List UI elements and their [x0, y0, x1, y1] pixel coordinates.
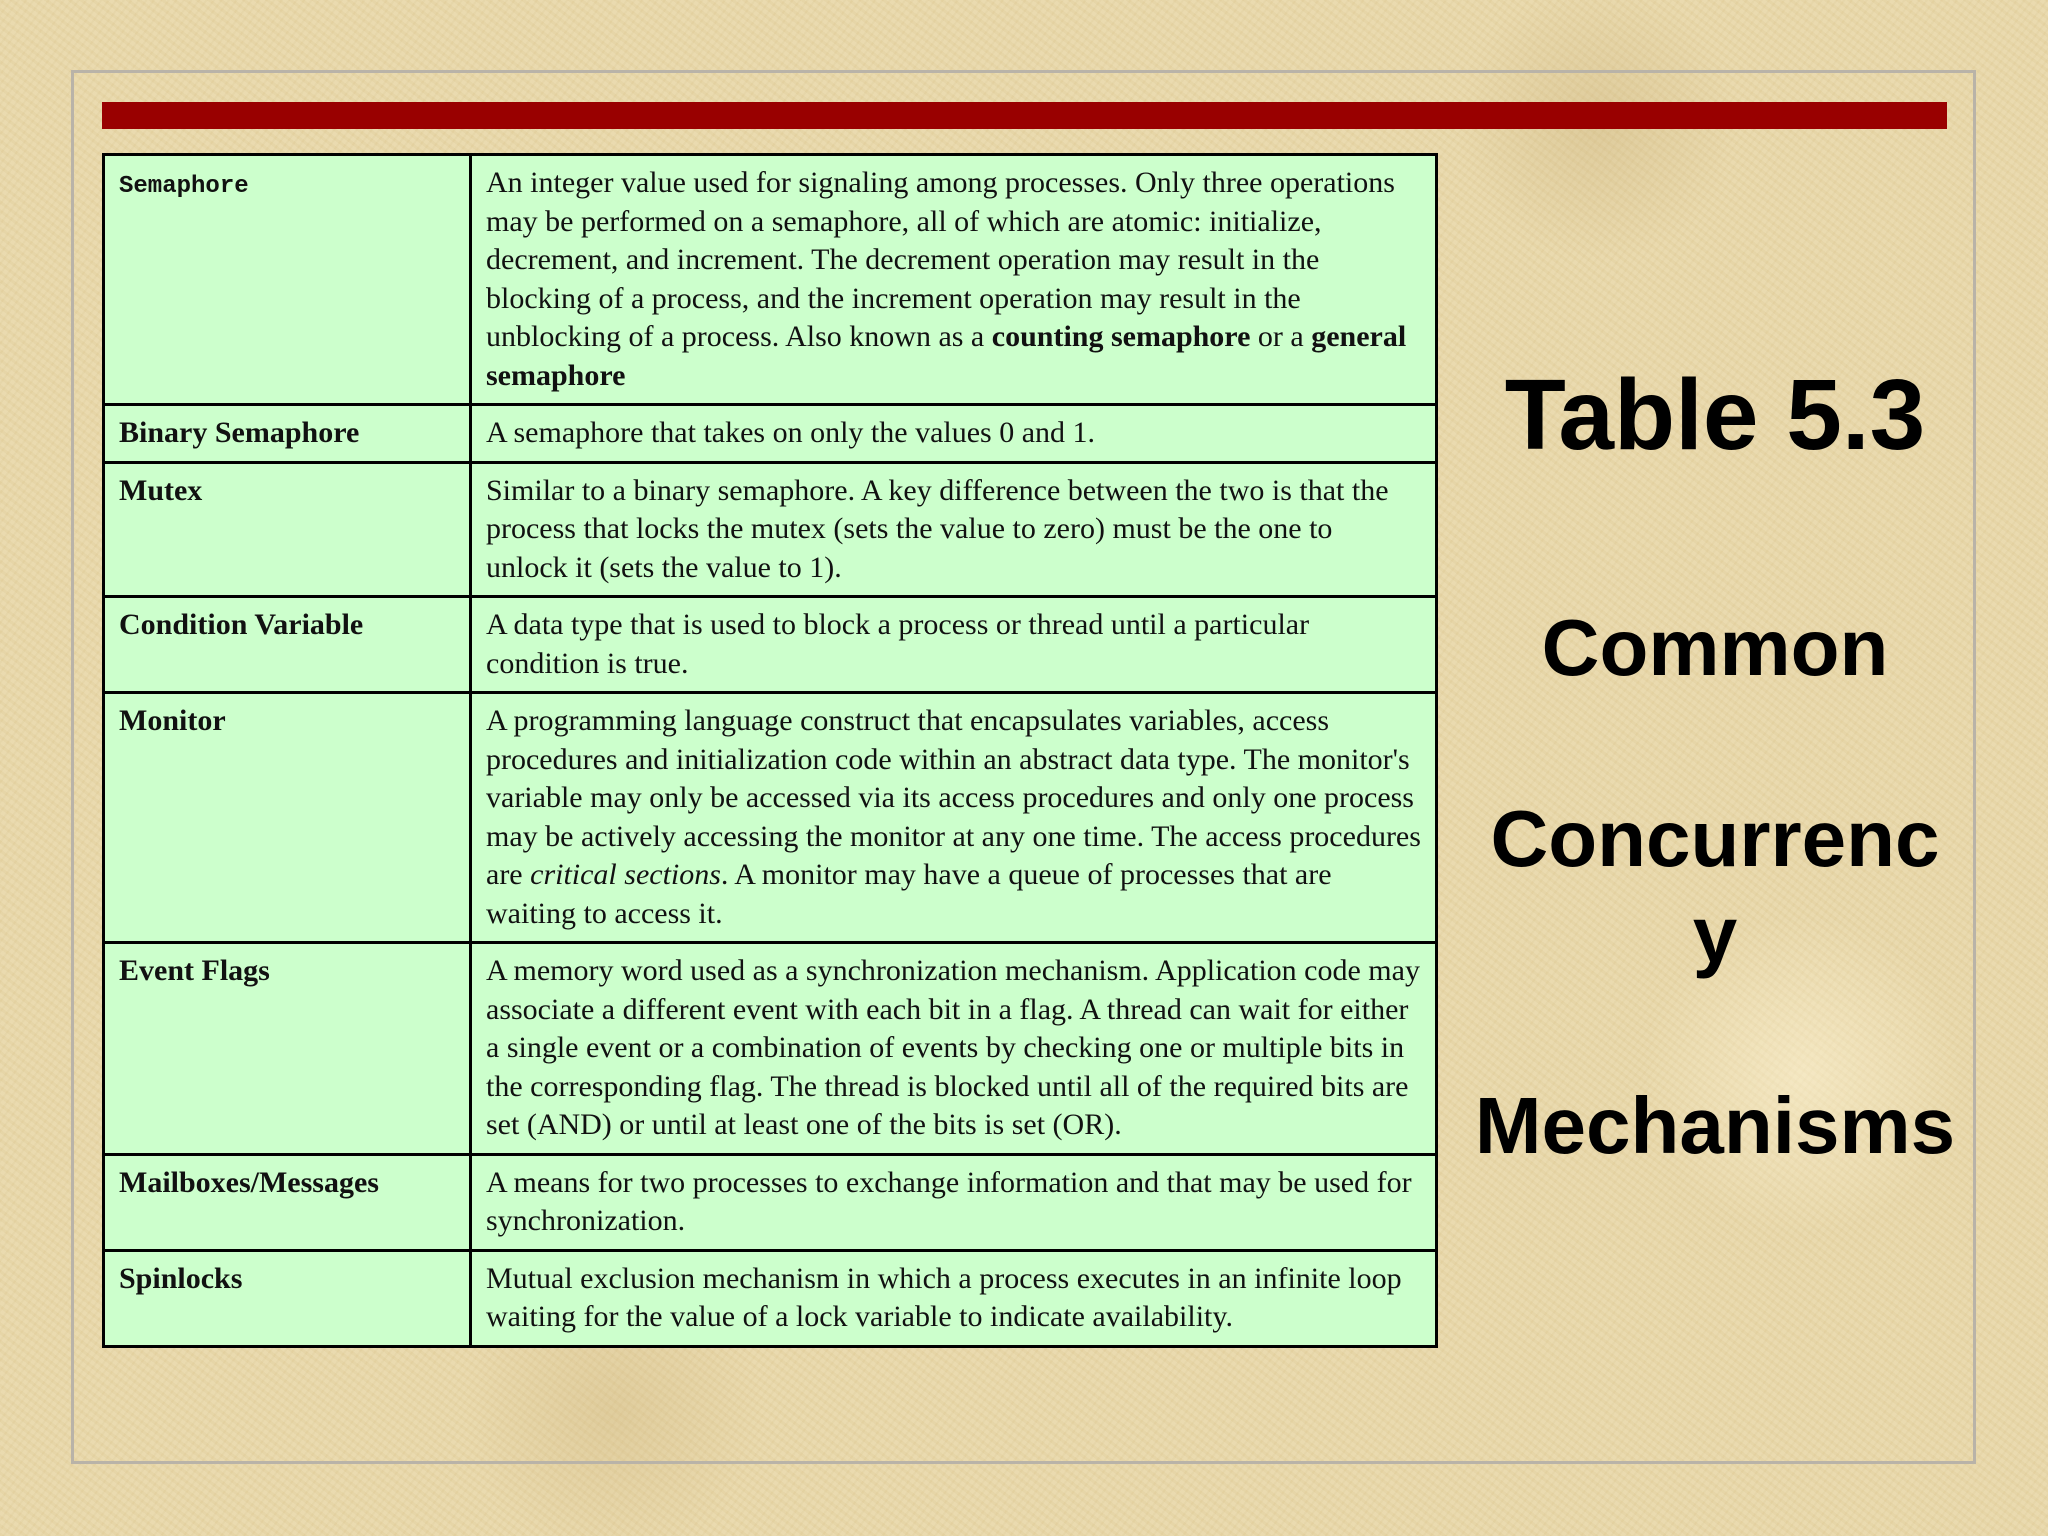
title-line-y: y [1692, 890, 1738, 979]
table-row [104, 693, 1437, 943]
title-line-common: Common [1541, 603, 1889, 692]
table-row [104, 155, 1437, 405]
concurrency-mechanisms-table [102, 153, 1438, 1348]
description-cell [471, 693, 1437, 943]
term-cell: Binary Semaphore [104, 405, 471, 463]
term-cell: Event Flags [104, 943, 471, 1155]
term-cell: Mailboxes/Messages [104, 1154, 471, 1250]
table-row [104, 1154, 1437, 1250]
term-cell: Semaphore [104, 155, 471, 405]
title-accent-bar [102, 102, 1947, 129]
description-text: An integer value used for signaling among processes. Only three operations may be performed on a semaphore, all of which are atomic: initialize, decrement, and increment. The decrement operation may result in the blocking of a process, and the increment operation may result in the unblocking of a process. Also known as a [486, 166, 1395, 353]
description-cell: A semaphore that takes on only the values 0 and 1. [471, 405, 1437, 463]
term-cell: Mutex [104, 462, 471, 597]
bold-term: counting semaphore [991, 320, 1251, 353]
title-line-mechanisms: Mechanisms [1474, 1081, 1956, 1170]
italic-term: critical sections [530, 858, 721, 891]
description-text: . A monitor may have a queue of processes that are waiting to access it. [486, 858, 1332, 930]
table-row [104, 943, 1437, 1155]
title-line-concurrenc: Concurrenc [1490, 794, 1940, 883]
term-cell: Condition Variable [104, 597, 471, 693]
description-cell [471, 155, 1437, 405]
term-cell: Spinlocks [104, 1250, 471, 1346]
description-cell: A data type that is used to block a process or thread until a particular condition is true. [471, 597, 1437, 693]
description-text: A programming language construct that encapsulates variables, access procedures and initialization code within an abstract data type. The monitor's variable may only be accessed via its access procedures and only one process may be actively accessing the monitor at any one time. The access procedures are [486, 704, 1421, 891]
table-row [104, 405, 1437, 463]
bold-term: general semaphore [486, 320, 1407, 392]
description-text: or a [1250, 320, 1312, 353]
description-cell: Similar to a binary semaphore. A key difference between the two is that the process that locks the mutex (sets the value to zero) must be the one to unlock it (sets the value to 1). [471, 462, 1437, 597]
table-row [104, 597, 1437, 693]
table-row [104, 1250, 1437, 1346]
table-number-title: Table 5.3 [1504, 359, 1926, 471]
table-row [104, 462, 1437, 597]
description-cell: A memory word used as a synchronization mechanism. Application code may associate a different event with each bit in a flag. A thread can wait for either a single event or a combination of events by checking one or multiple bits in the corresponding flag. The thread is blocked until all of the required bits are set (AND) or until at least one of the bits is set (OR). [471, 943, 1437, 1155]
description-cell: Mutual exclusion mechanism in which a process executes in an infinite loop waiting for the value of a lock variable to indicate availability. [471, 1250, 1437, 1346]
term-cell: Monitor [104, 693, 471, 943]
description-cell: A means for two processes to exchange information and that may be used for synchronization. [471, 1154, 1437, 1250]
